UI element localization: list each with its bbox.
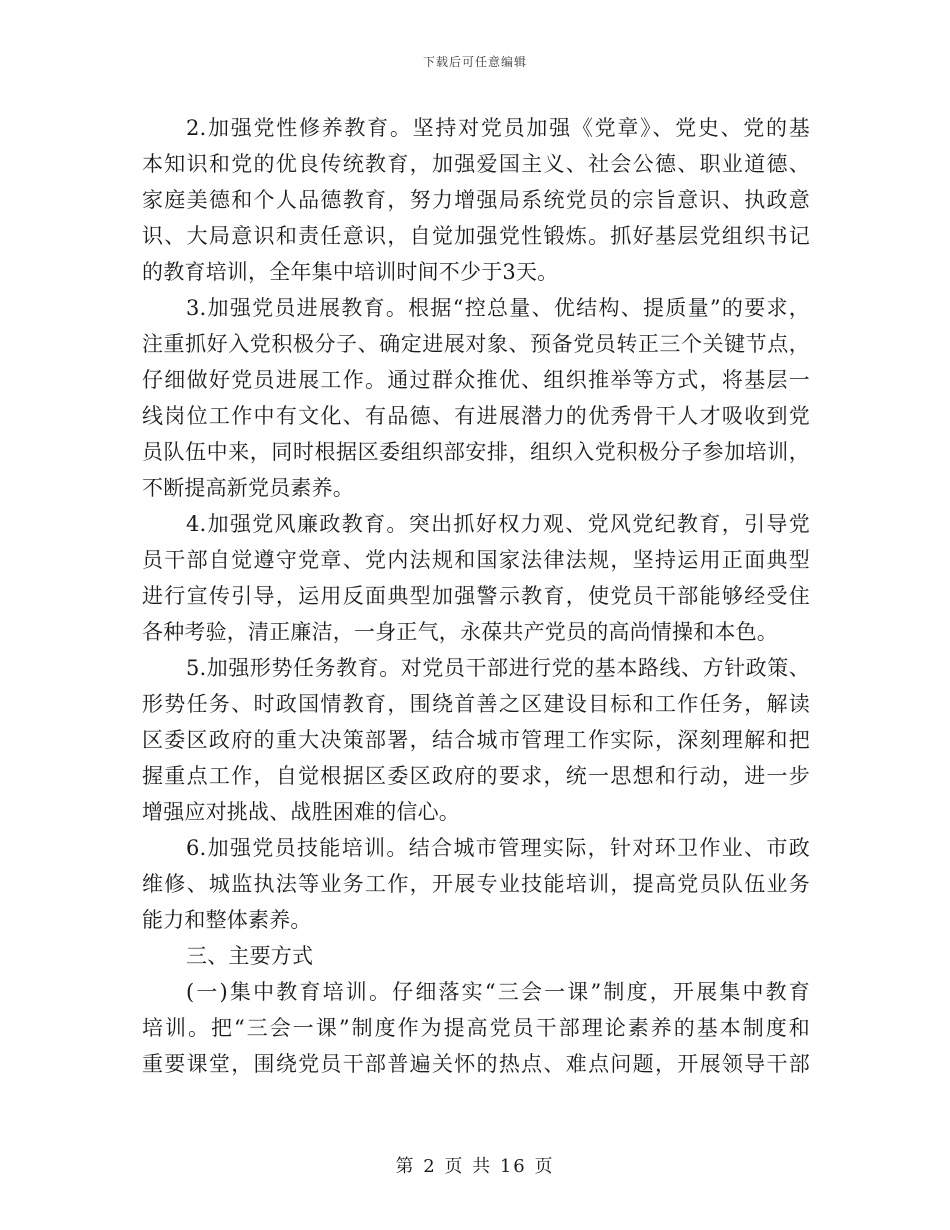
paragraph-member-development bbox=[142, 290, 810, 506]
text-line: 握重点工作，自觉根据区委区政府的要求，统一思想和行动，进一步 bbox=[142, 764, 810, 788]
text-line: 5.加强形势任务教育。对党员干部进行党的基本路线、方针政策、 bbox=[186, 656, 810, 680]
text-line: 能力和整体素养。 bbox=[142, 908, 312, 932]
text-line: 线岗位工作中有文化、有品德、有进展潜力的优秀骨干人才吸收到党 bbox=[142, 404, 810, 428]
document-body bbox=[142, 110, 810, 1082]
text-line: 区委区政府的重大决策部署，结合城市管理工作实际，深刻理解和把 bbox=[142, 728, 810, 752]
text-line: 仔细做好党员进展工作。通过群众推优、组织推举等方式，将基层一 bbox=[142, 368, 810, 392]
page-header-note: 下载后可任意编辑 bbox=[422, 55, 527, 69]
text-line: 3.加强党员进展教育。根据“控总量、优结构、提质量”的要求， bbox=[186, 296, 810, 320]
text-line: 6.加强党员技能培训。结合城市管理实际，针对环卫作业、市政 bbox=[186, 836, 810, 860]
text-line: 增强应对挑战、战胜困难的信心。 bbox=[142, 800, 460, 824]
section-heading: 三、主要方式 bbox=[186, 944, 314, 968]
text-line: 各种考验，清正廉洁，一身正气，永葆共产党员的高尚情操和本色。 bbox=[142, 620, 778, 644]
text-line: 识、大局意识和责任意识，自觉加强党性锻炼。抓好基层党组织书记 bbox=[142, 224, 810, 248]
text-line: 2.加强党性修养教育。坚持对党员加强《党章》、党史、党的基 bbox=[186, 116, 810, 140]
text-line: 不断提高新党员素养。 bbox=[142, 476, 354, 500]
paragraph-situation-tasks bbox=[142, 650, 810, 830]
paragraph-integrity bbox=[142, 506, 810, 650]
text-line: 员干部自觉遵守党章、党内法规和国家法律法规，坚持运用正面典型 bbox=[142, 548, 810, 572]
text-line: 本知识和党的优良传统教育，加强爱国主义、社会公德、职业道德、 bbox=[142, 152, 810, 176]
text-line: 注重抓好入党积极分子、确定进展对象、预备党员转正三个关键节点， bbox=[142, 332, 810, 356]
text-line: 培训。把“三会一课”制度作为提高党员干部理论素养的基本制度和 bbox=[142, 1016, 810, 1040]
text-line: (一)集中教育培训。仔细落实“三会一课”制度，开展集中教育 bbox=[186, 980, 810, 1004]
paragraph-party-spirit bbox=[142, 110, 810, 290]
text-line: 重要课堂，围绕党员干部普遍关怀的热点、难点问题，开展领导干部 bbox=[142, 1052, 810, 1076]
text-line: 4.加强党风廉政教育。突出抓好权力观、党风党纪教育，引导党 bbox=[186, 512, 810, 536]
text-line: 进行宣传引导，运用反面典型加强警示教育，使党员干部能够经受住 bbox=[142, 584, 810, 608]
text-line: 形势任务、时政国情教育，围绕首善之区建设目标和工作任务，解读 bbox=[142, 692, 810, 716]
text-line: 的教育培训，全年集中培训时间不少于3天。 bbox=[142, 260, 559, 284]
paragraph-skills-training bbox=[142, 830, 810, 938]
text-line: 家庭美德和个人品德教育，努力增强局系统党员的宗旨意识、执政意 bbox=[142, 188, 810, 212]
page-number: 第 2 页 共 16 页 bbox=[395, 1156, 555, 1177]
text-line: 员队伍中来，同时根据区委组织部安排，组织入党积极分子参加培训， bbox=[142, 440, 810, 464]
paragraph-centralized-training bbox=[142, 974, 810, 1082]
section-heading-main-methods bbox=[142, 938, 810, 974]
text-line: 维修、城监执法等业务工作，开展专业技能培训，提高党员队伍业务 bbox=[142, 872, 810, 896]
